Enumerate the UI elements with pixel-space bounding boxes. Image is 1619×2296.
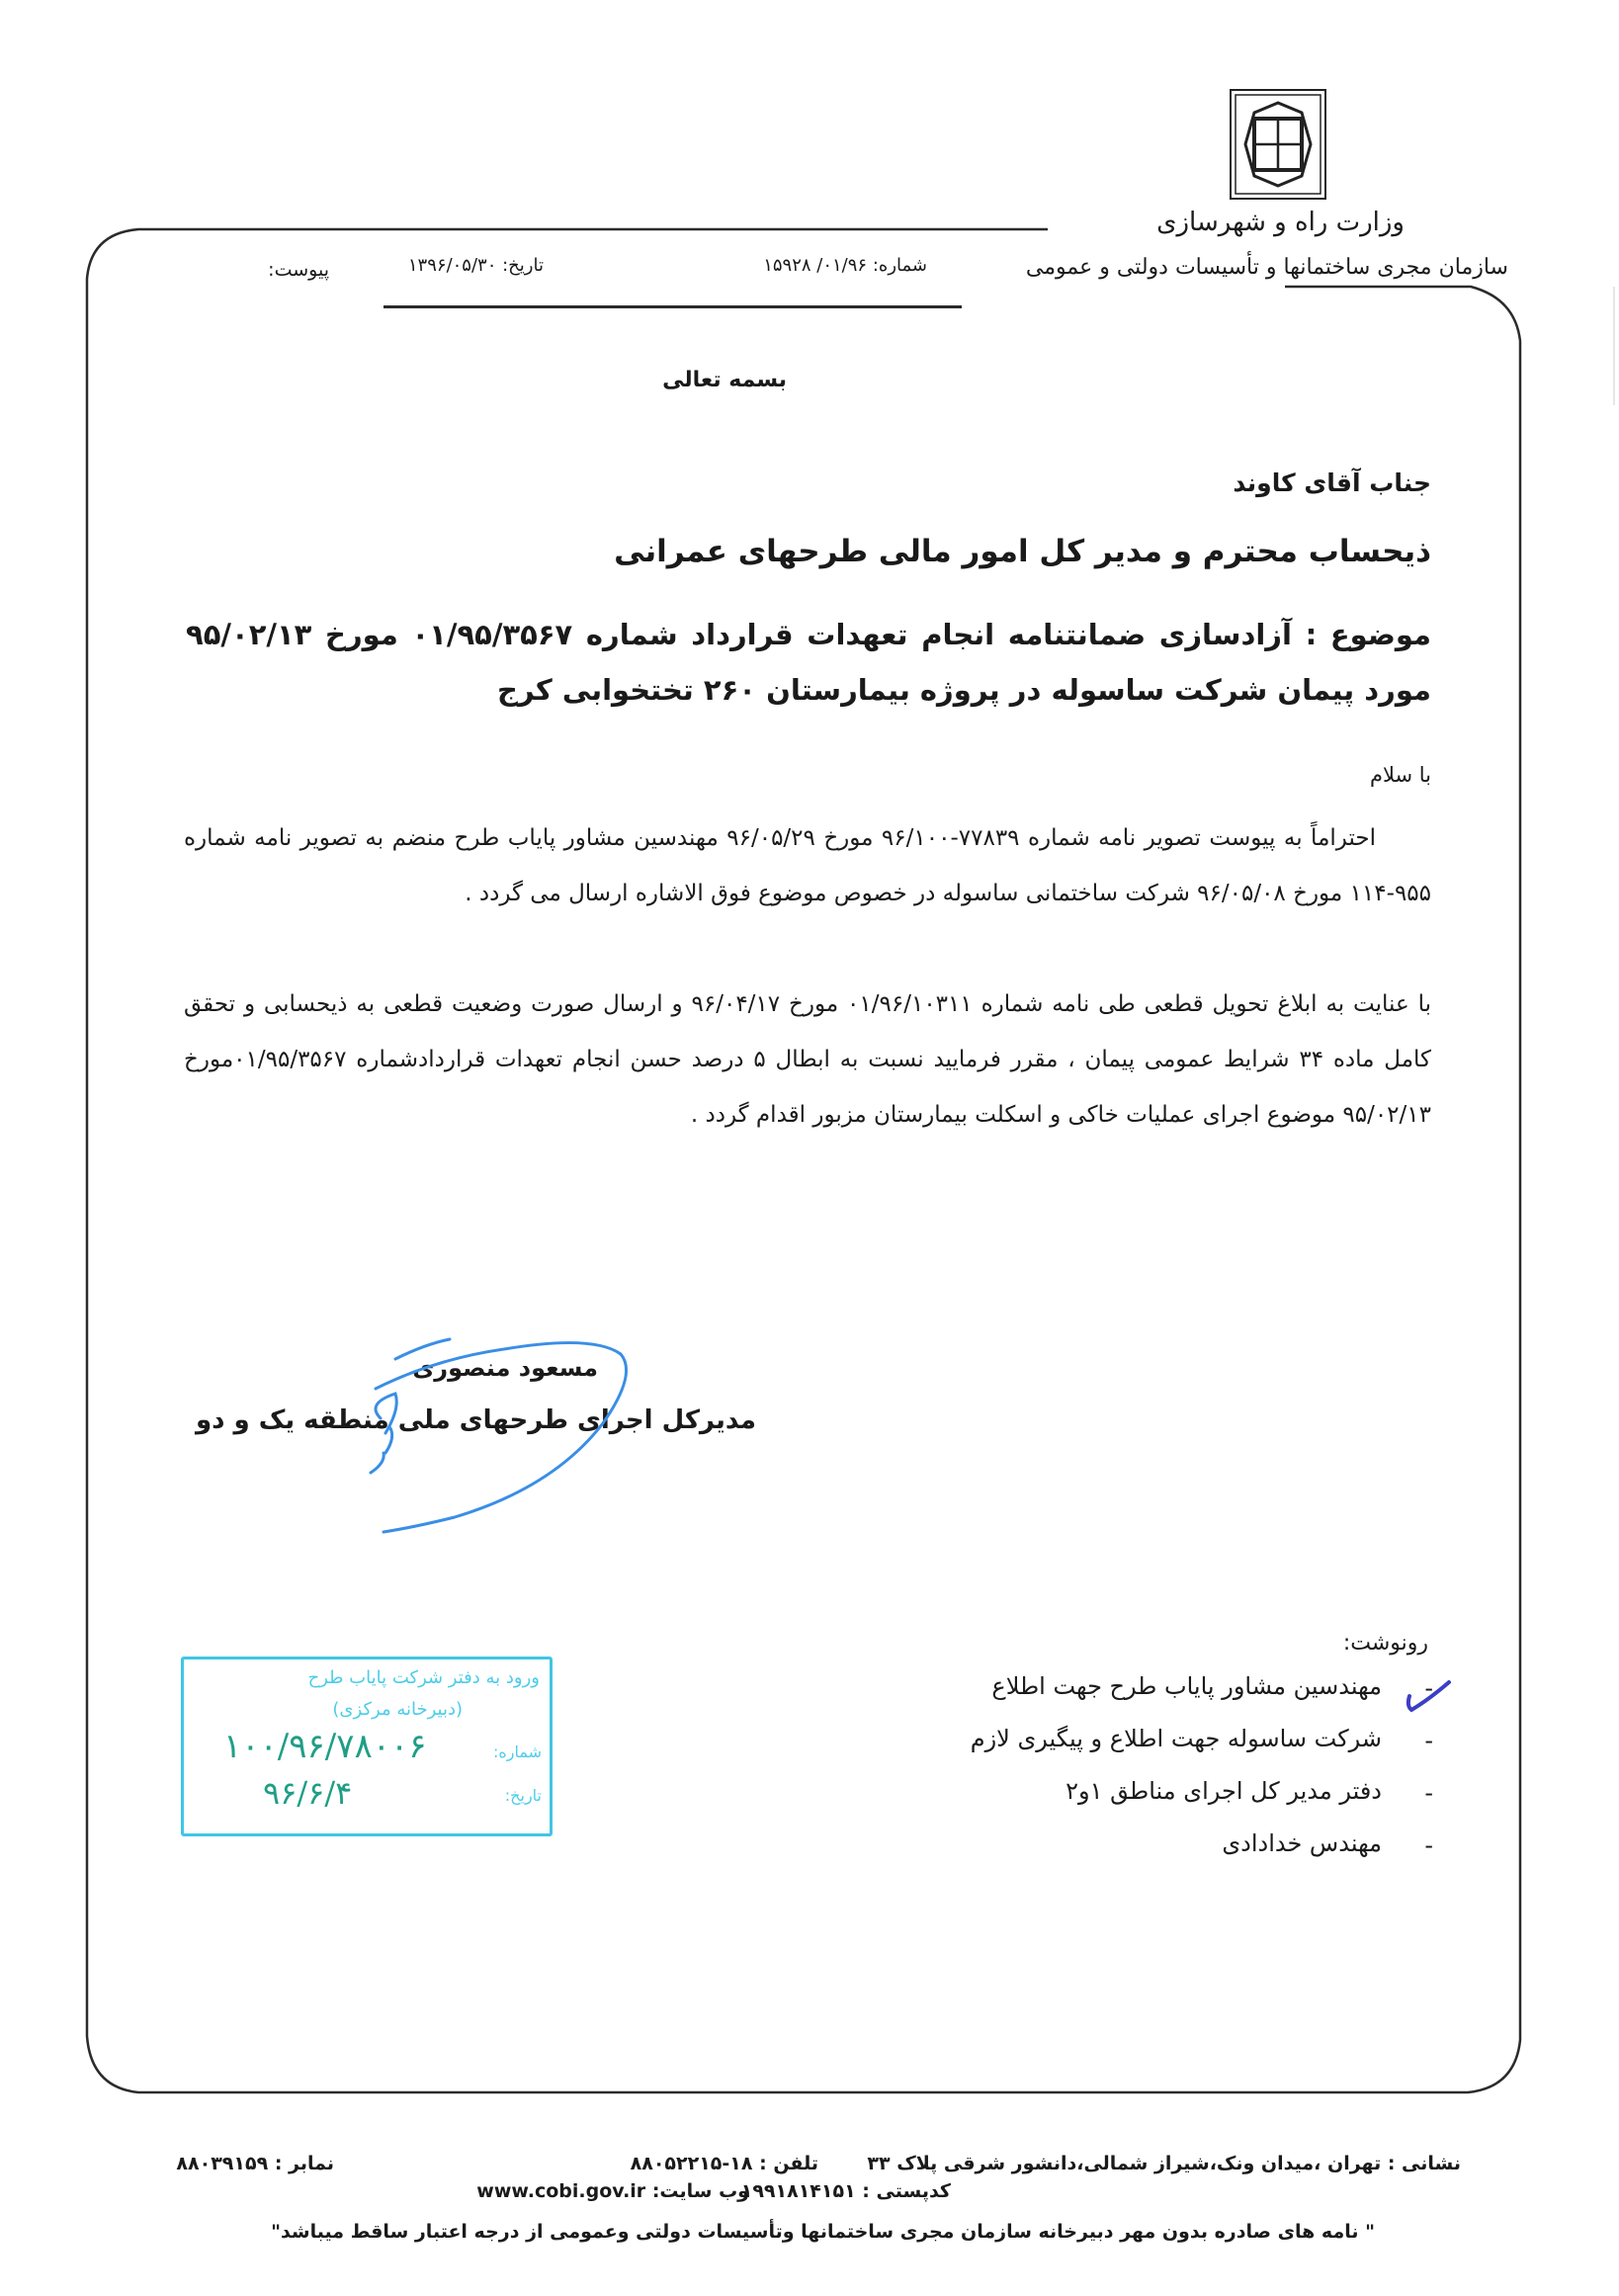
header-divider	[383, 305, 962, 308]
stamp-date-label: تاریخ:	[504, 1786, 542, 1805]
footer-website	[476, 2180, 749, 2202]
cc-item-text: شرکت ساسوله جهت اطلاع و پیگیری لازم	[970, 1725, 1382, 1752]
basmala: بسمه تعالی	[662, 368, 787, 392]
attachment-label: پیوست:	[268, 259, 329, 281]
cc-dash: -	[1424, 1779, 1433, 1807]
stamp-number-value: ۱۰۰/۹۶/۷۸۰۰۶	[223, 1727, 427, 1766]
letter-date	[408, 255, 544, 276]
cc-item-text: دفتر مدیر کل اجرای مناطق ۱و۲	[1065, 1777, 1382, 1805]
date-label: تاریخ:	[502, 255, 544, 276]
body-paragraph-2: با عنایت به ابلاغ تحویل قطعی طی نامه شماره ۰۱/۹۶/۱۰۳۱۱ مورخ ۹۶/۰۴/۱۷ و ارسال صورت وضعیت قطعی به ذیحسابی و تحقق کامل ماده ۳۴ شرایط عمومی پیمان ، مقرر فرمایید نسبت به ابطال ۵ درصد حسن انجام تعهدات قراردادشماره ۰۱/۹۵/۳۵۶۷مورخ ۹۵/۰۲/۱۳ موضوع اجرای عملیات خاکی و اسکلت بیمارستان مزبور اقدام گردد .	[184, 991, 1431, 1128]
stamp-number-label: شماره:	[492, 1743, 542, 1761]
scan-edge	[1613, 287, 1615, 405]
date-value: ۱۳۹۶/۰۵/۳۰	[407, 255, 497, 276]
ministry-name: وزارت راه و شهرسازی	[1156, 208, 1405, 237]
website-link[interactable]: www.cobi.gov.ir	[476, 2180, 646, 2202]
cc-item-text: مهندس خدادادی	[1222, 1829, 1382, 1857]
cc-list	[828, 1672, 1433, 1882]
cc-item-text: مهندسین مشاور پایاب طرح جهت اطلاع	[991, 1672, 1382, 1700]
footer-validity-note: " نامه های صادره بدون مهر دبیرخانه سازمان مجری ساختمانها وتأسیسات دولتی وعمومی از درجه اعتبار ساقط میباشد"	[271, 2221, 1375, 2243]
body-paragraph-1: احتراماً به پیوست تصویر نامه شماره ۷۷۸۳۹-۹۶/۱۰۰ مورخ ۹۶/۰۵/۲۹ مهندسین مشاور پایاب طرح منضم به تصویر نامه شماره ۹۵۵-۱۱۴ مورخ ۹۶/۰۵/۰۸ شرکت ساختمانی ساسوله در خصوص موضوع فوق الاشاره ارسال می گردد .	[184, 825, 1431, 906]
footer-address: نشانی : تهران ،میدان ونک،شیراز شمالی،دانشور شرقی پلاک ۳۳	[867, 2153, 1461, 2174]
organization-name: سازمان مجری ساختمانها و تأسیسات دولتی و عمومی	[1025, 255, 1508, 280]
footer-postal-code: کدپستی : ۱۹۹۱۸۱۴۱۵۱	[740, 2180, 951, 2202]
cc-item	[828, 1829, 1433, 1882]
cc-dash: -	[1424, 1674, 1433, 1702]
cc-heading: رونوشت:	[1342, 1631, 1428, 1656]
cc-dash: -	[1424, 1831, 1433, 1859]
footer-phone: تلفن : ۱۸-۸۸۰۵۲۲۱۵	[630, 2153, 818, 2174]
signatory-name: مسعود منصوری	[412, 1354, 598, 1382]
footer-fax: نمابر : ۸۸۰۳۹۱۵۹	[176, 2153, 334, 2174]
handwritten-signature	[356, 1315, 682, 1542]
cc-dash: -	[1424, 1727, 1433, 1754]
number-value: ۰۱/۹۶/ ۱۵۹۲۸	[763, 255, 868, 276]
greeting: با سلام	[1369, 763, 1431, 787]
number-label: شماره:	[872, 255, 927, 276]
stamp-date-value: ۹۶/۶/۴	[263, 1774, 353, 1812]
stamp-line-1: ورود به دفتر شرکت پایاب طرح	[307, 1667, 540, 1688]
website-label: وب سایت:	[651, 2180, 749, 2202]
cc-item	[828, 1672, 1433, 1725]
recipient-title: ذیحساب محترم و مدیر کل امور مالی طرحهای عمرانی	[614, 534, 1431, 569]
subject: موضوع : آزادسازی ضمانتنامه انجام تعهدات قرارداد شماره ۰۱/۹۵/۳۵۶۷ مورخ ۹۵/۰۲/۱۳ مورد پیمان شرکت ساسوله در پروژه بیمارستان ۲۶۰ تختخوابی کرج	[186, 618, 1431, 707]
signatory-title: مدیرکل اجرای طرحهای ملی منطقه یک و دو	[195, 1405, 756, 1435]
recipient: جناب آقای کاوند	[1233, 468, 1431, 497]
cc-item	[828, 1777, 1433, 1829]
checkmark-icon	[1404, 1678, 1453, 1714]
ministry-logo-icon	[1230, 89, 1326, 200]
letter-number	[763, 255, 927, 276]
stamp-line-2: (دبیرخانه مرکزی)	[332, 1699, 463, 1720]
received-stamp	[181, 1657, 553, 1836]
cc-item	[828, 1725, 1433, 1777]
